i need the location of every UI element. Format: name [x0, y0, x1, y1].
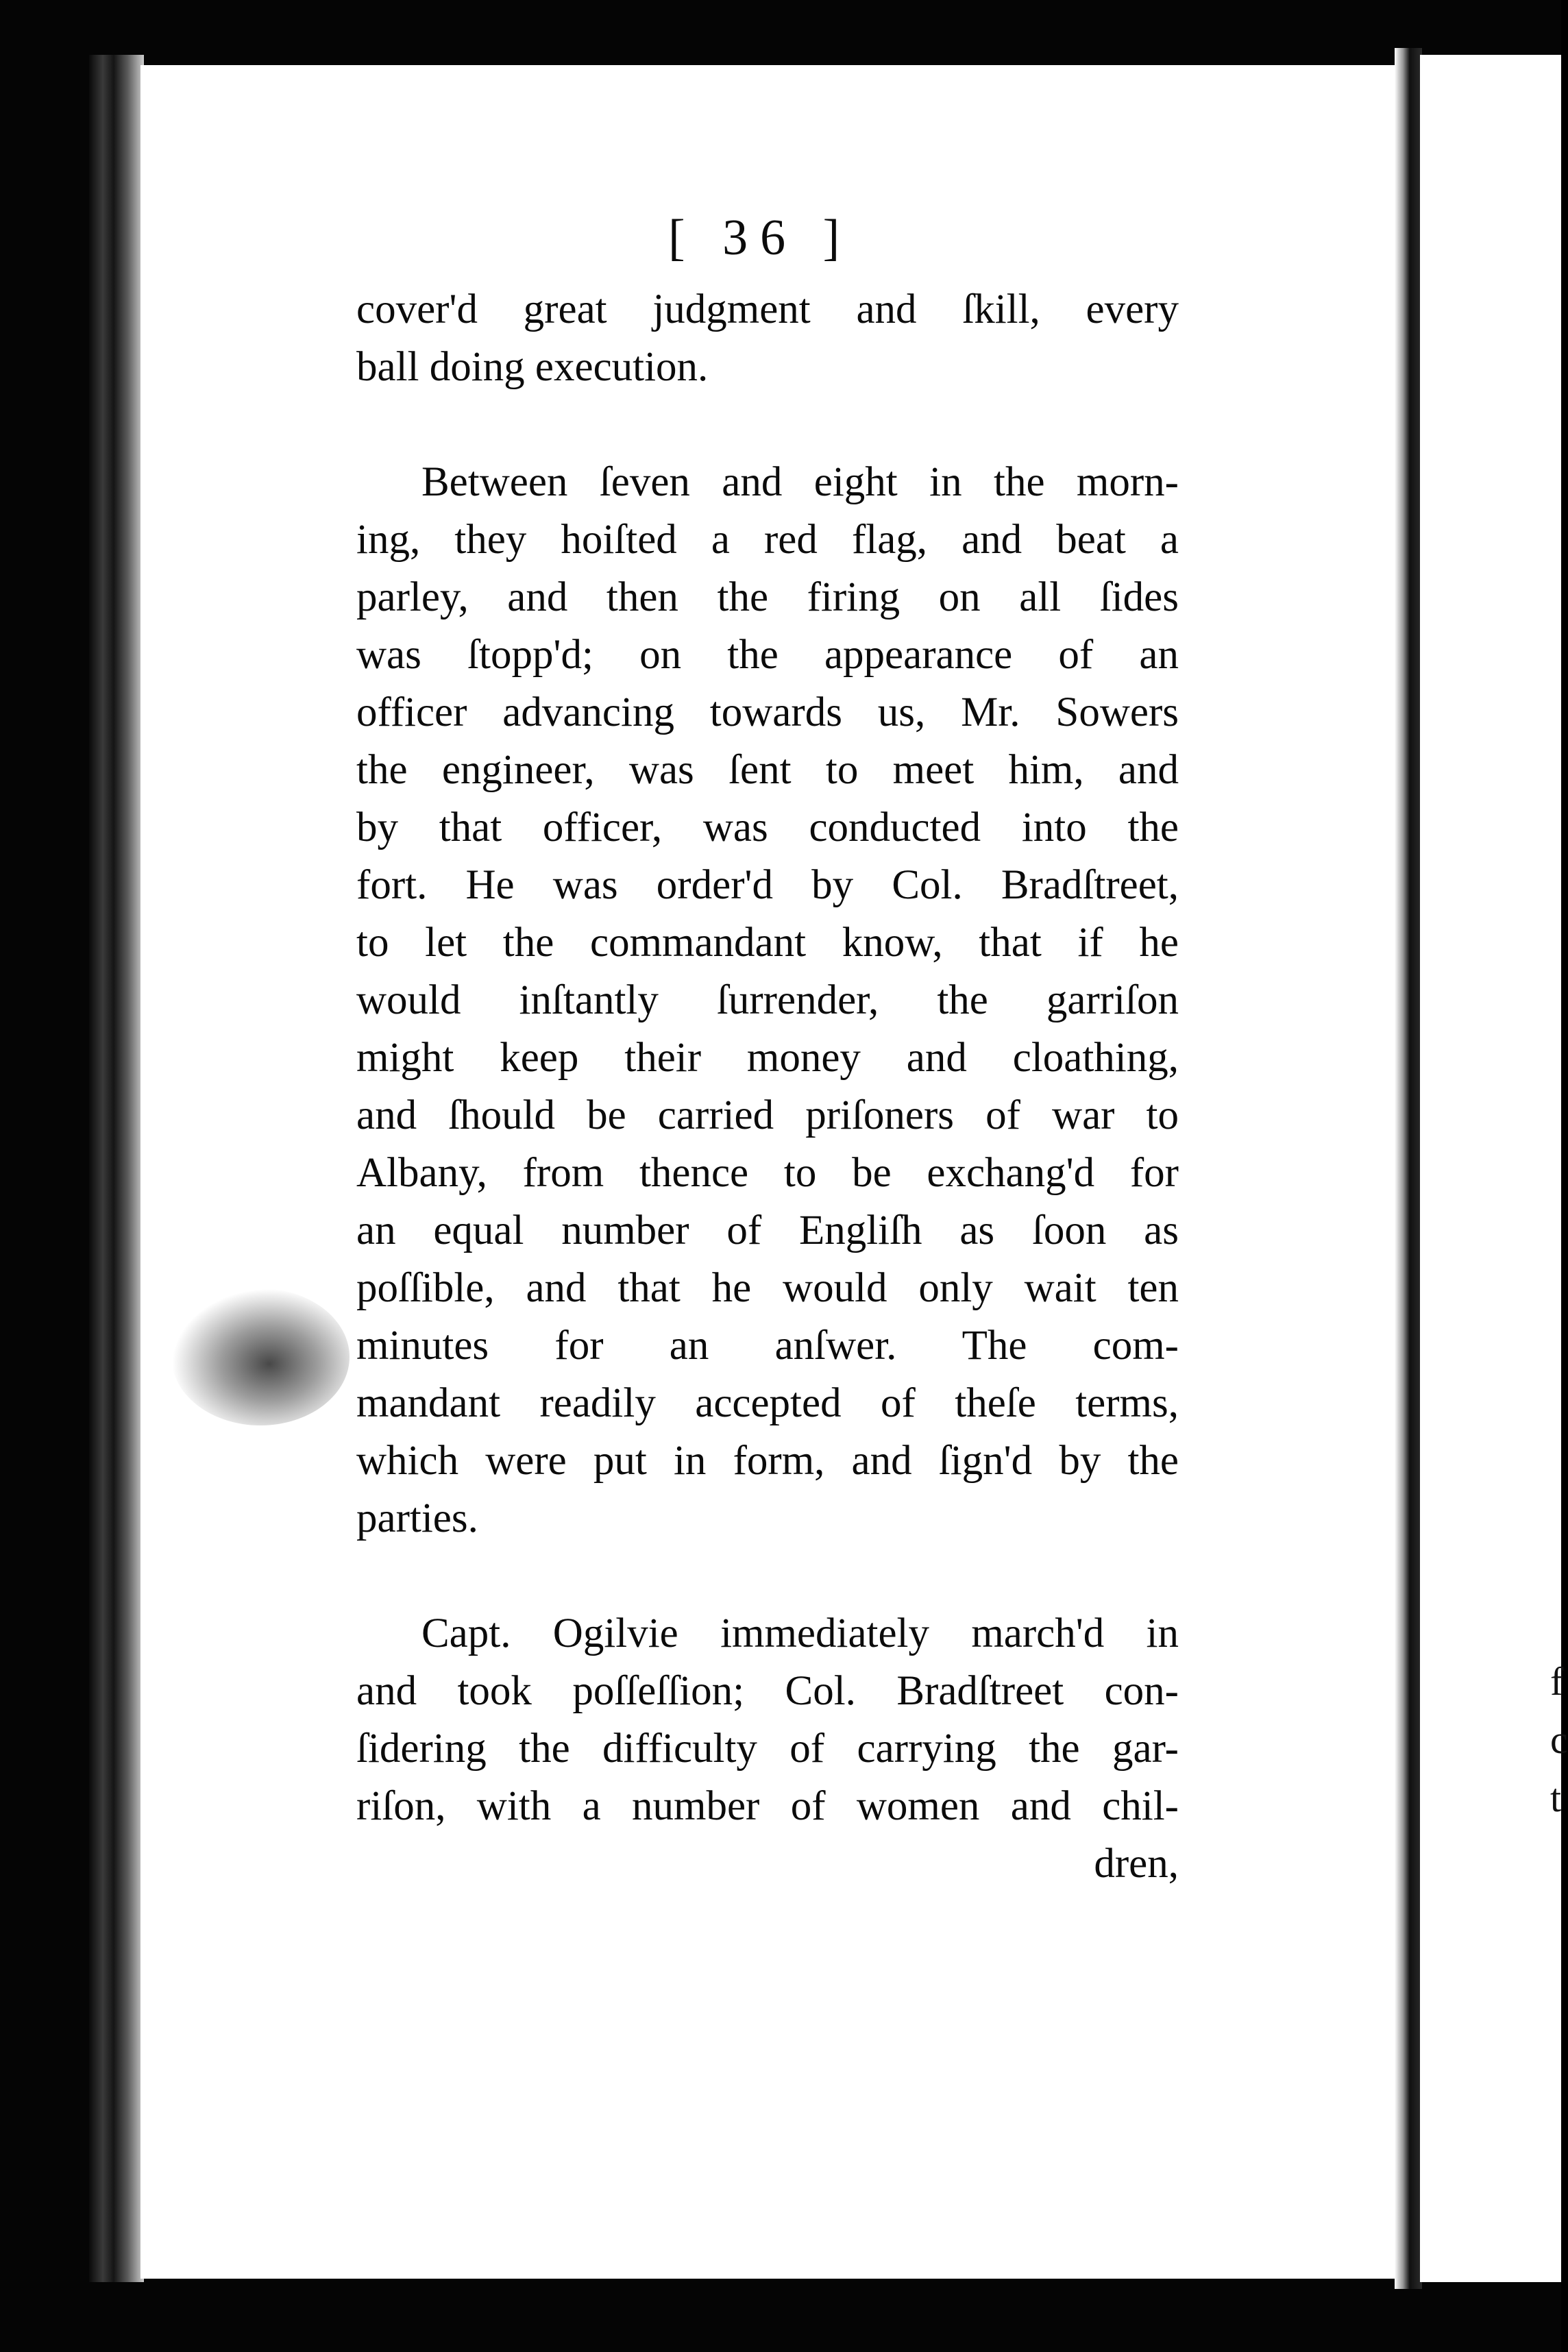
catchword: dren,	[1094, 1841, 1179, 1887]
text-line: an equal number of Engliſh as ſoon as	[356, 1208, 1179, 1253]
text-line: and took poſſeſſion; Col. Bradſtreet con-	[356, 1668, 1179, 1714]
text-line: ball doing execution.	[356, 344, 709, 390]
text-line: riſon, with a number of women and chil-	[356, 1783, 1179, 1829]
book-binding-edge	[89, 55, 144, 2282]
text-line: by that officer, was conducted into the	[356, 805, 1179, 850]
text-line: fort. He was order'd by Col. Bradſtreet,	[356, 862, 1179, 908]
text-line: cover'd great judgment and ſkill, every	[356, 286, 1179, 332]
paragraph-gap	[356, 396, 1179, 454]
text-line: ſidering the difficulty of carrying the gar-	[356, 1726, 1179, 1772]
text-line: the engineer, was ſent to meet him, and	[356, 747, 1179, 793]
text-line: parley, and then the firing on all ſides	[356, 574, 1179, 620]
text-line: might keep their money and cloathing,	[356, 1035, 1179, 1081]
text-line: minutes for an anſwer. The com-	[356, 1323, 1179, 1369]
text-line: Capt. Ogilvie immediately march'd in	[421, 1610, 1179, 1656]
text-line: which were put in form, and ſign'd by the	[356, 1438, 1179, 1484]
text-line: ing, they hoiſted a red flag, and beat a	[356, 517, 1179, 563]
facing-page-letter: f	[1550, 1659, 1564, 1704]
text-line: Albany, from thence to be exchang'd for	[356, 1150, 1179, 1196]
facing-page-letter: t	[1550, 1776, 1562, 1820]
text-line: would inſtantly ſurrender, the garriſon	[356, 977, 1179, 1023]
ink-smudge	[171, 1288, 350, 1425]
text-line: poſſible, and that he would only wait ten	[356, 1265, 1179, 1311]
text-line: and ſhould be carried priſoners of war to	[356, 1092, 1179, 1138]
text-line: to let the commandant know, that if he	[356, 920, 1179, 966]
gutter-shadow	[1395, 48, 1422, 2289]
text-line: parties.	[356, 1495, 478, 1541]
page-number-header: [ 36 ]	[668, 210, 853, 266]
text-line: officer advancing towards us, Mr. Sowers	[356, 689, 1179, 735]
page-body-text	[356, 281, 1179, 1893]
facing-page-letter: c	[1550, 1717, 1568, 1762]
paragraph-gap	[356, 1547, 1179, 1605]
facing-page-edge	[1420, 55, 1564, 2282]
text-line: was ſtopp'd; on the appearance of an	[356, 632, 1179, 678]
text-line: mandant readily accepted of theſe terms,	[356, 1380, 1179, 1426]
text-line: Between ſeven and eight in the morn-	[421, 459, 1179, 505]
